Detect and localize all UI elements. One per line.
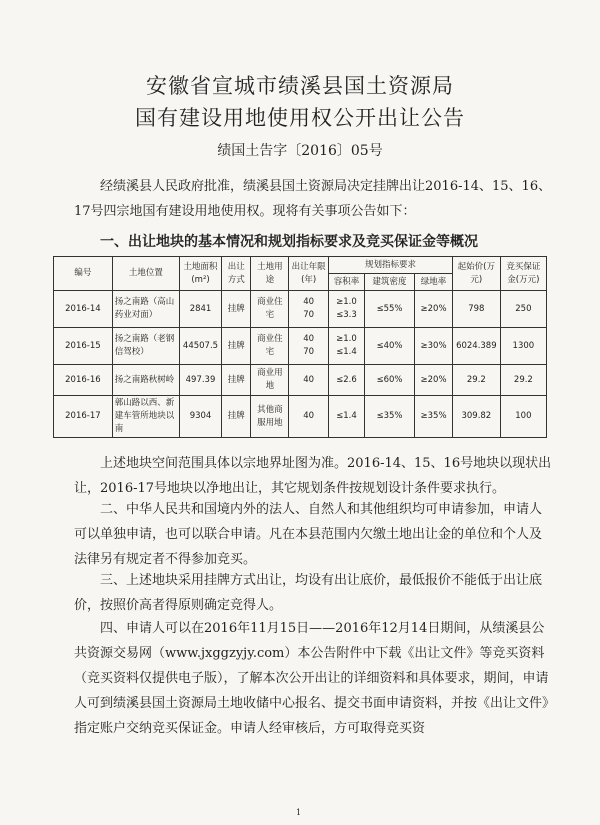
cell-density: ≤35% <box>364 396 414 438</box>
cell-far: ≥1.0 ≤3.3 <box>329 291 365 328</box>
header-start-price: 起始价(万元) <box>452 257 500 291</box>
table-row <box>54 291 547 328</box>
cell-use: 其他商服用地 <box>251 396 289 438</box>
boundary-paragraph: 上述地块空间范围具体以宗地界址图为准。2016-14、15、16号地块以现状出让，2016-17号地块以净地出让，其它规划条件按规划设计条件要求执行。 <box>74 456 552 496</box>
cell-use: 商业用地 <box>251 365 289 396</box>
bidding-method-paragraph: 三、上述地块采用挂牌方式出让，均设有出让底价，最低报价不能低于出让底价，按照价高者得原则确定竞得人。 <box>74 573 543 613</box>
cell-method: 挂牌 <box>222 291 251 328</box>
header-deposit: 竞买保证金(万元) <box>500 257 546 291</box>
header-location: 土地位置 <box>112 257 179 291</box>
cell-use: 商业住宅 <box>251 291 289 328</box>
header-term: 出让年限(年) <box>289 257 329 291</box>
cell-method: 挂牌 <box>222 328 251 365</box>
title-line-1: 安徽省宣城市绩溪县国土资源局 <box>146 74 454 98</box>
cell-start-price: 798 <box>452 291 500 328</box>
header-use: 土地用途 <box>251 257 289 291</box>
header-density: 建筑密度 <box>364 274 414 291</box>
cell-use: 商业住宅 <box>251 328 289 365</box>
eligibility-paragraph: 二、中华人民共和国境内外的法人、自然人和其他组织均可申请参加，申请人可以单独申请，也可以联合申请。凡在本县范围内欠缴土地出让金的单位和个人及法律另有规定者不得参加竞买。 <box>74 502 543 567</box>
cell-far: ≤2.6 <box>329 365 365 396</box>
cell-location: 扬之南路秋树岭 <box>112 365 179 396</box>
cell-start-price: 29.2 <box>452 365 500 396</box>
cell-area: 2841 <box>179 291 221 328</box>
title-line-2: 国有建设用地使用权公开出让公告 <box>135 106 465 130</box>
cell-term: 40 70 <box>289 328 329 365</box>
table-row <box>54 396 547 438</box>
cell-green: ≥20% <box>415 365 453 396</box>
cell-density: ≤55% <box>364 291 414 328</box>
header-method: 出让方式 <box>222 257 251 291</box>
cell-far: ≤1.4 <box>329 396 365 438</box>
cell-no: 2016-17 <box>54 396 113 438</box>
cell-green: ≥30% <box>415 328 453 365</box>
cell-term: 40 <box>289 365 329 396</box>
cell-green: ≥35% <box>415 396 453 438</box>
header-green: 绿地率 <box>415 274 453 291</box>
cell-no: 2016-15 <box>54 328 113 365</box>
cell-far: ≥1.0 ≤1.4 <box>329 328 365 365</box>
cell-area: 497.39 <box>179 365 221 396</box>
cell-location: 鄣山路以西、新建车管所地块以南 <box>112 396 179 438</box>
cell-no: 2016-14 <box>54 291 113 328</box>
cell-method: 挂牌 <box>222 365 251 396</box>
cell-location: 扬之南路（老钢信驾校） <box>112 328 179 365</box>
cell-location: 扬之南路（高山药业对面） <box>112 291 179 328</box>
page-number: 1 <box>296 808 302 817</box>
cell-area: 44507.5 <box>179 328 221 365</box>
cell-deposit: 250 <box>500 291 546 328</box>
cell-term: 40 <box>289 396 329 438</box>
header-far: 容积率 <box>329 274 365 291</box>
cell-no: 2016-16 <box>54 365 113 396</box>
cell-deposit: 1300 <box>500 328 546 365</box>
header-area: 土地面积(m²) <box>179 257 221 291</box>
cell-term: 40 70 <box>289 291 329 328</box>
cell-deposit: 29.2 <box>500 365 546 396</box>
header-plan: 规划指标要求 <box>329 257 453 274</box>
section-1-title: 一、出让地块的基本情况和规划指标要求及竞买保证金等概况 <box>100 234 478 250</box>
cell-method: 挂牌 <box>222 396 251 438</box>
cell-green: ≥20% <box>415 291 453 328</box>
land-parcel-table <box>53 256 547 438</box>
table-row <box>54 365 547 396</box>
application-paragraph: 四、申请人可以在2016年11月15日——2016年12月14日期间，从绩溪县公共资源交易网（www.jxggzyjy.com）本公告附件中下载《出让文件》等竞买资料（竞买资料仅提供电子版），了解本次公开出让的详细资料和具体要求，期间，申请人可到绩溪县国土资源局土地收储中心报名、提交书面申请资料，并按《出让文件》指定账户交纳竞买保证金。申请人经审核后，方可取得竞买资 <box>74 621 549 736</box>
cell-density: ≤40% <box>364 328 414 365</box>
table-row <box>54 328 547 365</box>
cell-start-price: 309.82 <box>452 396 500 438</box>
document-number: 绩国土告字〔2016〕05号 <box>217 143 383 159</box>
intro-paragraph: 经绩溪县人民政府批准，绩溪县国土资源局决定挂牌出让2016-14、15、16、17号四宗地国有建设用地使用权。现将有关事项公告如下： <box>74 179 552 219</box>
cell-start-price: 6024.389 <box>452 328 500 365</box>
cell-density: ≤60% <box>364 365 414 396</box>
cell-deposit: 100 <box>500 396 546 438</box>
cell-area: 9304 <box>179 396 221 438</box>
header-no: 编号 <box>54 257 113 291</box>
